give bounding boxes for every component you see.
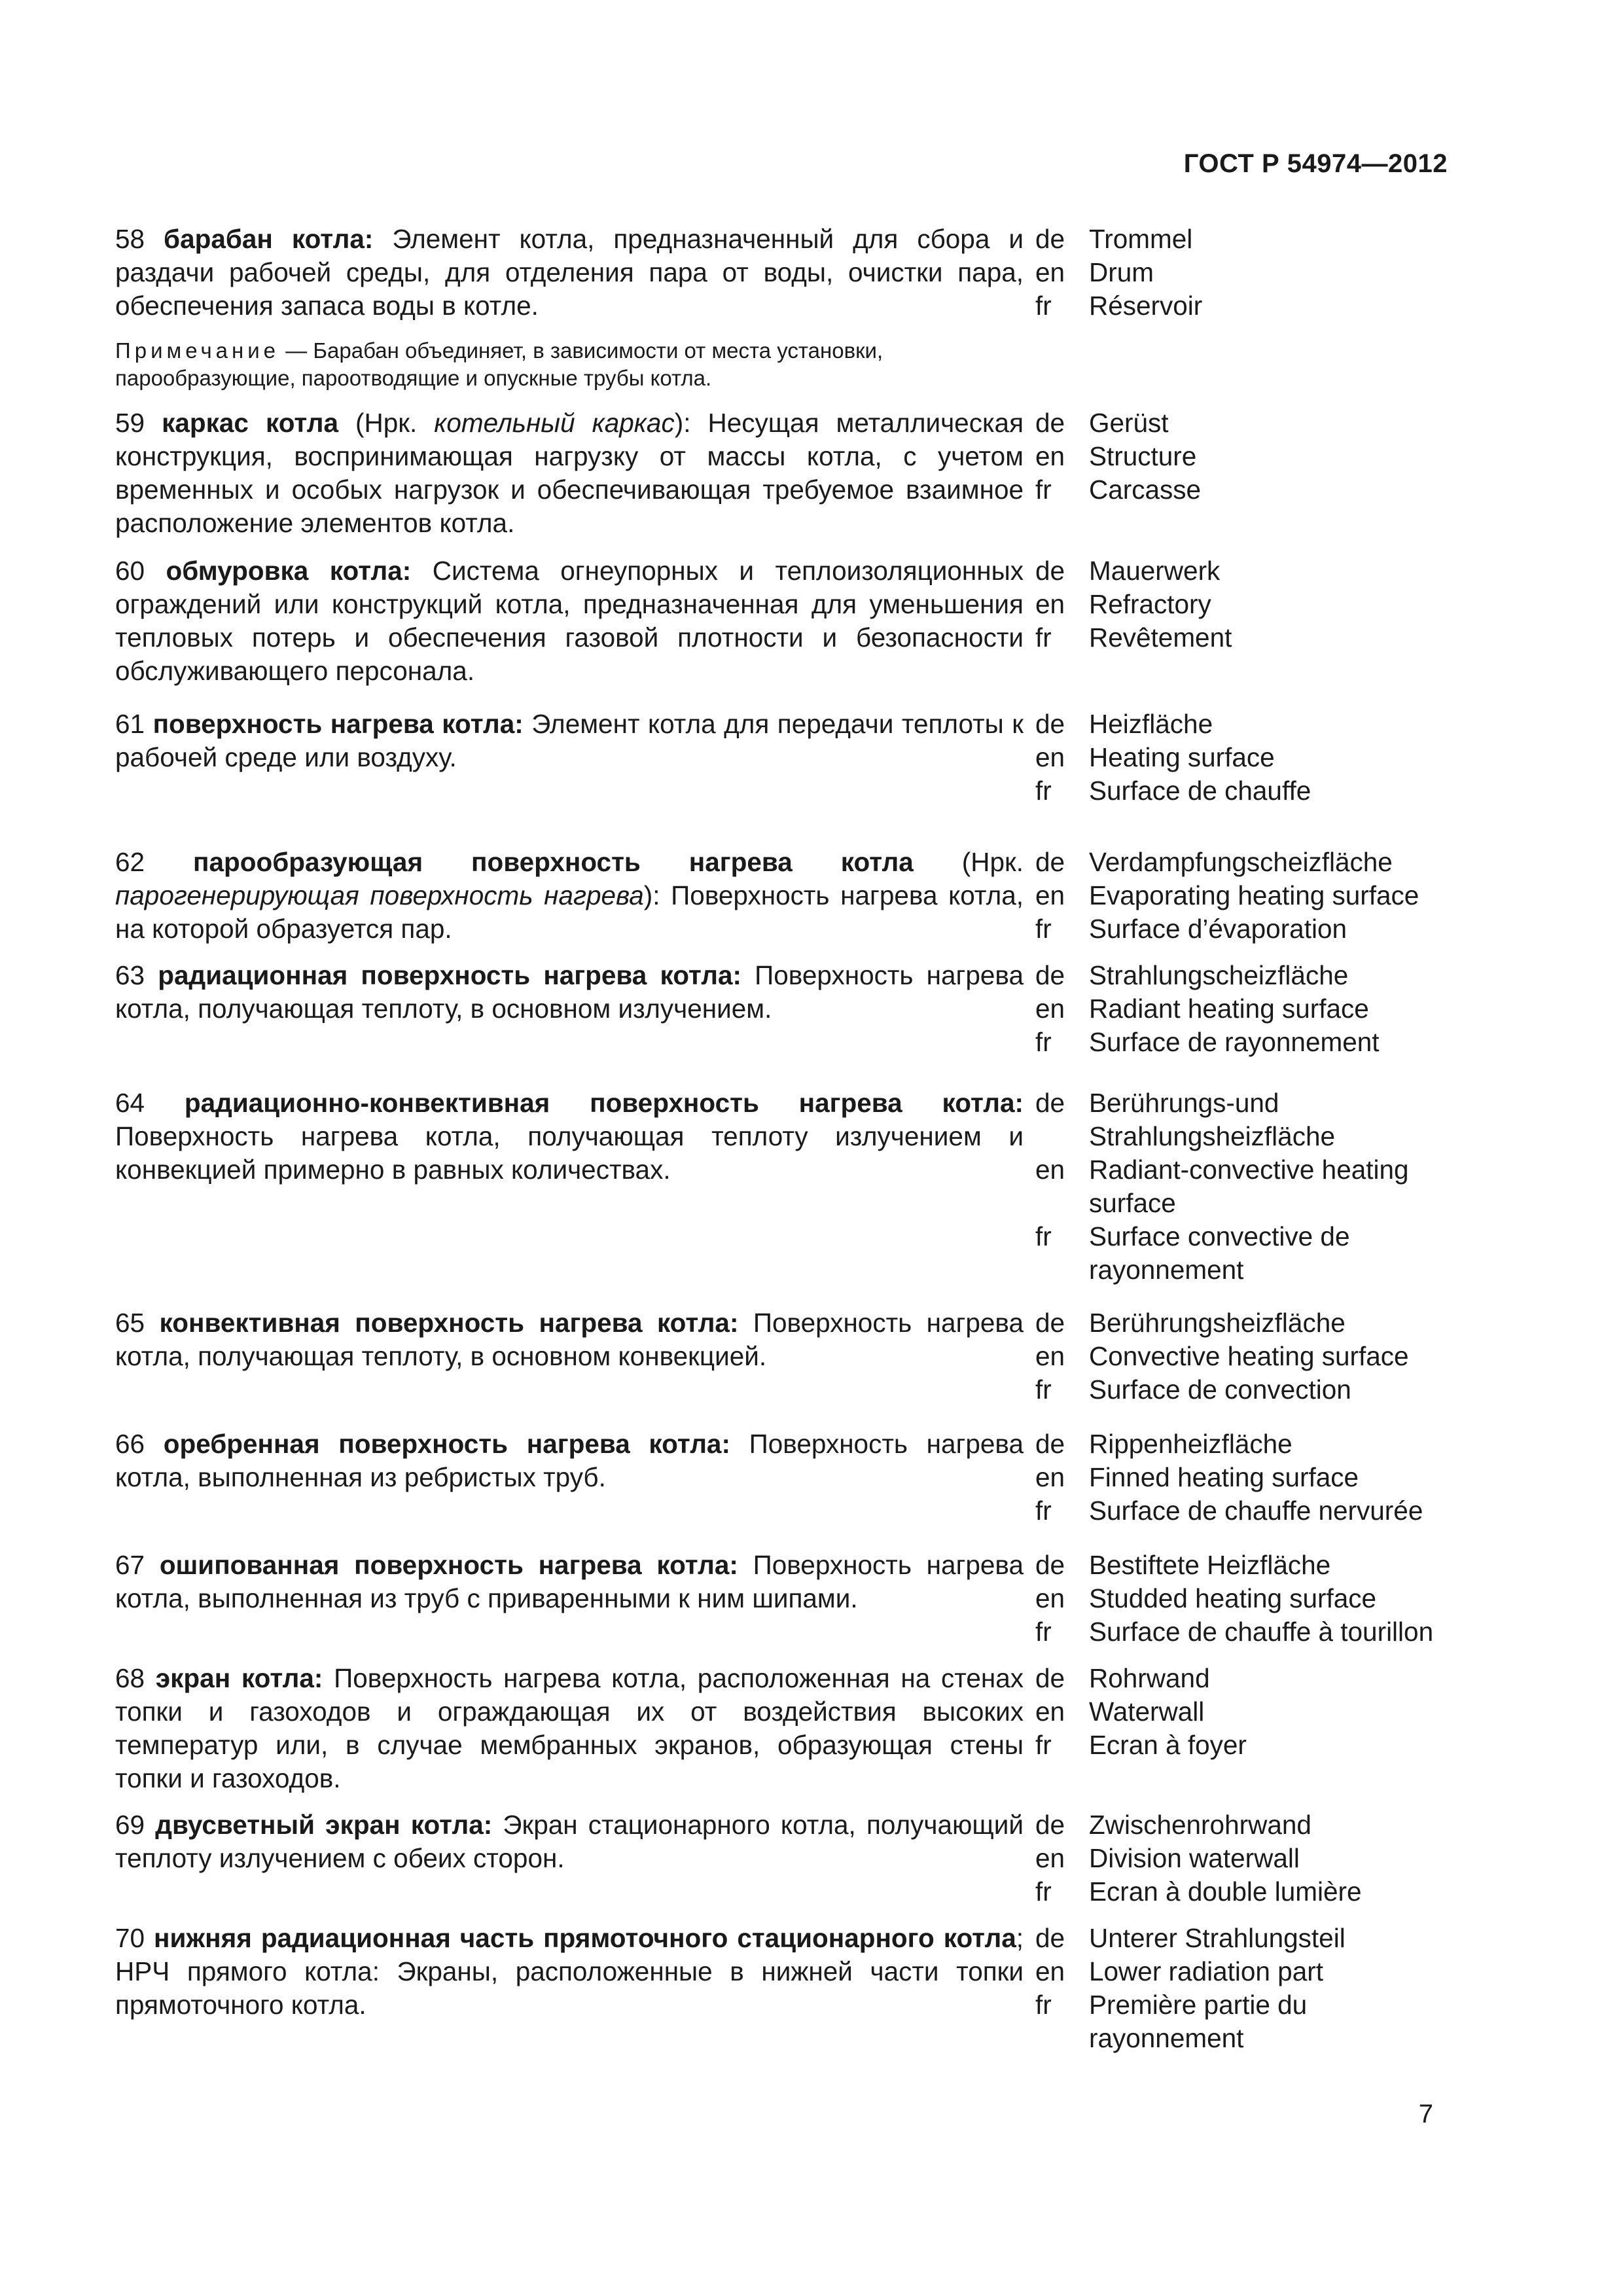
term-translations — [1035, 1808, 1454, 1909]
translation-row-en — [1035, 1842, 1454, 1875]
language-code: en — [1035, 880, 1065, 910]
translation-row-de — [1035, 846, 1454, 879]
translation-text: Finned heating surface — [1089, 1462, 1359, 1492]
term-definition-pre: (Нрк. — [913, 847, 1024, 877]
language-code: de — [1035, 1308, 1065, 1338]
translation-text: Surface de chauffe nervurée — [1089, 1496, 1423, 1526]
term-number: 62 — [115, 847, 145, 877]
term-text — [115, 846, 1024, 946]
translation-row-fr — [1035, 1494, 1454, 1528]
translation-text: Surface d’évaporation — [1089, 914, 1347, 944]
language-code: en — [1035, 1696, 1065, 1727]
page-number: 7 — [1418, 2100, 1433, 2128]
term-text — [115, 1808, 1024, 1875]
translation-text: Lower radiation part — [1089, 1956, 1323, 1986]
translation-text: Drum — [1089, 257, 1154, 287]
translation-text: Unterer Strahlungsteil — [1089, 1923, 1346, 1953]
translation-text: Heizfläche — [1089, 709, 1213, 739]
term-definition: Поверхность нагрева котла, получающая теплоту излучением и конвекцией примерно в равных количествах. — [115, 1121, 1024, 1185]
translation-row-en — [1035, 1695, 1454, 1729]
term-text — [115, 554, 1024, 688]
term-definition: Система огнеупорных и теплоизоляционных ограждений или конструкций котла, предназначенная для уменьшения тепловых потерь и обеспечения газовой плотности и безопасности обслуживающего персонала. — [115, 556, 1024, 686]
translation-row-en — [1035, 1582, 1454, 1615]
translation-row-en — [1035, 440, 1454, 473]
term-translations — [1035, 1549, 1454, 1649]
translation-row-en — [1035, 1340, 1454, 1373]
translation-text: Réservoir — [1089, 291, 1203, 321]
translation-text: Bestiftete Heizfläche — [1089, 1550, 1331, 1580]
language-code: de — [1035, 847, 1065, 877]
translation-row-en — [1035, 879, 1454, 912]
language-code: en — [1035, 742, 1065, 772]
term-translations — [1035, 406, 1454, 507]
translation-text: Division waterwall — [1089, 1843, 1300, 1873]
translation-row-en — [1035, 741, 1454, 774]
language-code: de — [1035, 1429, 1065, 1459]
term-text — [115, 1922, 1024, 2022]
term-entry-59 — [115, 406, 1448, 540]
translation-row-de — [1035, 1427, 1454, 1461]
translation-text: Carcasse — [1089, 475, 1202, 505]
translation-text: Waterwall — [1089, 1696, 1205, 1727]
language-code: de — [1035, 1088, 1065, 1118]
translation-text: Radiant-convective heating surface — [1089, 1155, 1409, 1218]
translation-row-fr — [1035, 1875, 1454, 1909]
term-number: 60 — [115, 556, 145, 586]
term-number: 61 — [115, 709, 145, 739]
language-code: de — [1035, 408, 1065, 438]
language-code: de — [1035, 224, 1065, 254]
translation-row-en — [1035, 1153, 1454, 1220]
translation-row-fr — [1035, 289, 1454, 323]
term-name: радиационно-конвективная поверхность нагрева котла: — [184, 1088, 1024, 1118]
language-code: en — [1035, 994, 1065, 1024]
term-name: экран котла: — [155, 1663, 323, 1693]
term-number: 69 — [115, 1810, 145, 1840]
language-code: fr — [1035, 1617, 1052, 1647]
language-code: fr — [1035, 1221, 1052, 1251]
language-code: de — [1035, 1663, 1065, 1693]
translation-row-en — [1035, 588, 1454, 621]
terms-list — [115, 223, 1448, 2055]
translation-text: Verdampfungscheizfläche — [1089, 847, 1393, 877]
language-code: en — [1035, 441, 1065, 471]
translation-text: Mauerwerk — [1089, 556, 1221, 586]
term-note — [115, 337, 1024, 392]
term-entry-70 — [115, 1922, 1448, 2055]
term-translations — [1035, 1922, 1454, 2055]
term-text — [115, 1549, 1024, 1615]
language-code: fr — [1035, 776, 1052, 806]
language-code: en — [1035, 257, 1065, 287]
term-translations — [1035, 959, 1454, 1059]
term-number: 68 — [115, 1663, 145, 1693]
translation-row-en — [1035, 256, 1454, 289]
translation-row-fr — [1035, 1026, 1454, 1059]
term-definition: Поверхность нагрева котла, выполненная из ребристых труб. — [115, 1429, 1024, 1492]
translation-row-de — [1035, 1549, 1454, 1582]
language-code: en — [1035, 1956, 1065, 1986]
term-entry-68 — [115, 1662, 1448, 1795]
term-text — [115, 708, 1024, 774]
term-entry-66 — [115, 1427, 1448, 1528]
language-code: de — [1035, 1810, 1065, 1840]
term-entry-62 — [115, 846, 1448, 946]
language-code: fr — [1035, 1374, 1052, 1405]
language-code: fr — [1035, 1027, 1052, 1057]
term-entry-67 — [115, 1549, 1448, 1649]
translation-row-fr — [1035, 1220, 1454, 1287]
term-translations — [1035, 554, 1454, 655]
term-translations — [1035, 1306, 1454, 1407]
language-code: fr — [1035, 1990, 1052, 2020]
term-text — [115, 1427, 1024, 1494]
term-number: 59 — [115, 408, 145, 438]
note-text: — Барабан объединяет, в зависимости от места установки, парообразующие, пароотводящие и опускные трубы котла. — [115, 338, 883, 390]
translation-row-de — [1035, 1306, 1454, 1340]
term-definition-pre: (Нрк. — [338, 408, 435, 438]
language-code: en — [1035, 1462, 1065, 1492]
translation-text: Convective heating surface — [1089, 1341, 1409, 1371]
translation-text: Radiant heating surface — [1089, 994, 1369, 1024]
translation-text: Surface de convection — [1089, 1374, 1351, 1405]
translation-row-fr — [1035, 912, 1454, 946]
term-name: оребренная поверхность нагрева котла: — [163, 1429, 730, 1459]
translation-row-de — [1035, 708, 1454, 741]
translation-row-de — [1035, 1922, 1454, 1955]
translation-row-fr — [1035, 1373, 1454, 1407]
note-label: Примечание — [115, 338, 280, 363]
term-name: каркас котла — [162, 408, 338, 438]
term-definition: Поверхность нагрева котла, получающая теплоту, в основном конвекцией. — [115, 1308, 1024, 1371]
language-code: en — [1035, 1155, 1065, 1185]
language-code: fr — [1035, 914, 1052, 944]
language-code: en — [1035, 1843, 1065, 1873]
term-translations — [1035, 708, 1454, 808]
translation-text: Rohrwand — [1089, 1663, 1210, 1693]
translation-row-fr — [1035, 774, 1454, 808]
term-definition: Элемент котла для передачи теплоты к рабочей среде или воздуху. — [115, 709, 1024, 772]
translation-text: Gerüst — [1089, 408, 1169, 438]
translation-row-en — [1035, 1955, 1454, 1988]
term-number: 70 — [115, 1923, 145, 1953]
term-entry-63 — [115, 959, 1448, 1059]
language-code: de — [1035, 1923, 1065, 1953]
translation-row-en — [1035, 1461, 1454, 1494]
language-code: fr — [1035, 475, 1052, 505]
translation-text: Refractory — [1089, 589, 1211, 619]
term-definition: Элемент котла, предназначенный для сбора и раздачи рабочей среды, для отделения пара от воды, очистки пара, обеспечения запаса воды в котле. — [115, 224, 1024, 321]
term-deprecated-synonym: парогенерирующая поверхность нагрева — [115, 880, 644, 910]
language-code: fr — [1035, 1876, 1052, 1907]
term-number: 65 — [115, 1308, 145, 1338]
translation-row-de — [1035, 223, 1454, 256]
term-text — [115, 223, 1024, 323]
translation-row-fr — [1035, 1729, 1454, 1762]
language-code: de — [1035, 556, 1065, 586]
translation-row-fr — [1035, 1615, 1454, 1649]
language-code: fr — [1035, 291, 1052, 321]
translation-row-de — [1035, 959, 1454, 992]
translation-text: Heating surface — [1089, 742, 1275, 772]
term-name: обмуровка котла: — [166, 556, 412, 586]
translation-text: Surface convective de rayonnement — [1089, 1221, 1350, 1285]
term-translations — [1035, 1427, 1454, 1528]
term-translations — [1035, 846, 1454, 946]
translation-text: Ecran à double lumière — [1089, 1876, 1362, 1907]
term-entry-61 — [115, 708, 1448, 808]
term-number: 67 — [115, 1550, 145, 1580]
term-translations — [1035, 223, 1454, 323]
term-name: ошипованная поверхность нагрева котла: — [159, 1550, 738, 1580]
standard-header: ГОСТ Р 54974—2012 — [1183, 149, 1448, 178]
term-name: конвективная поверхность нагрева котла: — [159, 1308, 739, 1338]
term-definition: ): Несущая металлическая конструкция, воспринимающая нагрузку от массы котла, с учетом временных и особых нагрузок и обеспечивающая требуемое взаимное расположение элементов котла. — [115, 408, 1024, 538]
term-definition: ): Поверхность нагрева котла, на которой образуется пар. — [115, 880, 1024, 944]
term-entry-58 — [115, 223, 1448, 392]
language-code: en — [1035, 1341, 1065, 1371]
term-text — [115, 406, 1024, 540]
term-translations — [1035, 1086, 1454, 1287]
translation-text: Revêtement — [1089, 622, 1232, 653]
language-code: en — [1035, 1583, 1065, 1613]
translation-text: Rippenheizfläche — [1089, 1429, 1293, 1459]
term-name: нижняя радиационная часть прямоточного стационарного котла — [154, 1923, 1016, 1953]
term-name: парообразующая поверхность нагрева котла — [193, 847, 914, 877]
translation-row-de — [1035, 406, 1454, 440]
term-number: 64 — [115, 1088, 145, 1118]
translation-text: Surface de rayonnement — [1089, 1027, 1380, 1057]
translation-row-de — [1035, 554, 1454, 588]
term-definition: ; НРЧ прямого котла: Экраны, расположенные в нижней части топки прямоточного котла. — [115, 1923, 1024, 2020]
translation-text: Berührungs-und Strahlungsheizfläche — [1089, 1088, 1335, 1151]
translation-row-de — [1035, 1086, 1454, 1153]
term-name: поверхность нагрева котла: — [152, 709, 524, 739]
term-number: 63 — [115, 960, 145, 990]
translation-text: Zwischenrohrwand — [1089, 1810, 1311, 1840]
term-translations — [1035, 1662, 1454, 1762]
term-deprecated-synonym: котельный каркас — [434, 408, 675, 438]
language-code: fr — [1035, 1730, 1052, 1760]
term-entry-65 — [115, 1306, 1448, 1407]
term-name: двусветный экран котла: — [155, 1810, 493, 1840]
term-number: 66 — [115, 1429, 145, 1459]
translation-text: Ecran à foyer — [1089, 1730, 1247, 1760]
language-code: fr — [1035, 1496, 1052, 1526]
translation-text: Surface de chauffe — [1089, 776, 1311, 806]
term-entry-64 — [115, 1086, 1448, 1287]
translation-text: Studded heating surface — [1089, 1583, 1377, 1613]
translation-text: Trommel — [1089, 224, 1193, 254]
term-number: 58 — [115, 224, 145, 254]
term-name: барабан котла: — [164, 224, 374, 254]
translation-row-de — [1035, 1808, 1454, 1842]
term-definition: Поверхность нагрева котла, получающая теплоту, в основном излучением. — [115, 960, 1024, 1024]
term-text — [115, 1306, 1024, 1373]
language-code: de — [1035, 709, 1065, 739]
term-entry-69 — [115, 1808, 1448, 1909]
translation-text: Evaporating heating surface — [1089, 880, 1419, 910]
term-name: радиационная поверхность нагрева котла: — [158, 960, 741, 990]
language-code: fr — [1035, 622, 1052, 653]
translation-row-fr — [1035, 473, 1454, 507]
term-definition: Поверхность нагрева котла, расположенная на стенах топки и газоходов и ограждающая их от воздействия высоких температур или, в случае мембранных экранов, образующая стены топки и газоходов. — [115, 1663, 1024, 1793]
translation-text: Surface de chauffe à tourillon — [1089, 1617, 1434, 1647]
translation-text: Berührungsheizfläche — [1089, 1308, 1346, 1338]
term-definition: Экран стационарного котла, получающий теплоту излучением с обеих сторон. — [115, 1810, 1024, 1873]
term-text — [115, 1662, 1024, 1795]
term-text — [115, 1086, 1024, 1187]
language-code: en — [1035, 589, 1065, 619]
translation-row-en — [1035, 992, 1454, 1026]
translation-row-fr — [1035, 621, 1454, 655]
term-entry-60 — [115, 554, 1448, 688]
term-text — [115, 959, 1024, 1026]
translation-row-de — [1035, 1662, 1454, 1695]
translation-text: Première partie du rayonnement — [1089, 1990, 1308, 2053]
language-code: de — [1035, 1550, 1065, 1580]
translation-text: Strahlungscheizfläche — [1089, 960, 1349, 990]
translation-row-fr — [1035, 1988, 1454, 2055]
term-definition: Поверхность нагрева котла, выполненная из труб с приваренными к ним шипами. — [115, 1550, 1024, 1613]
language-code: de — [1035, 960, 1065, 990]
translation-text: Structure — [1089, 441, 1197, 471]
